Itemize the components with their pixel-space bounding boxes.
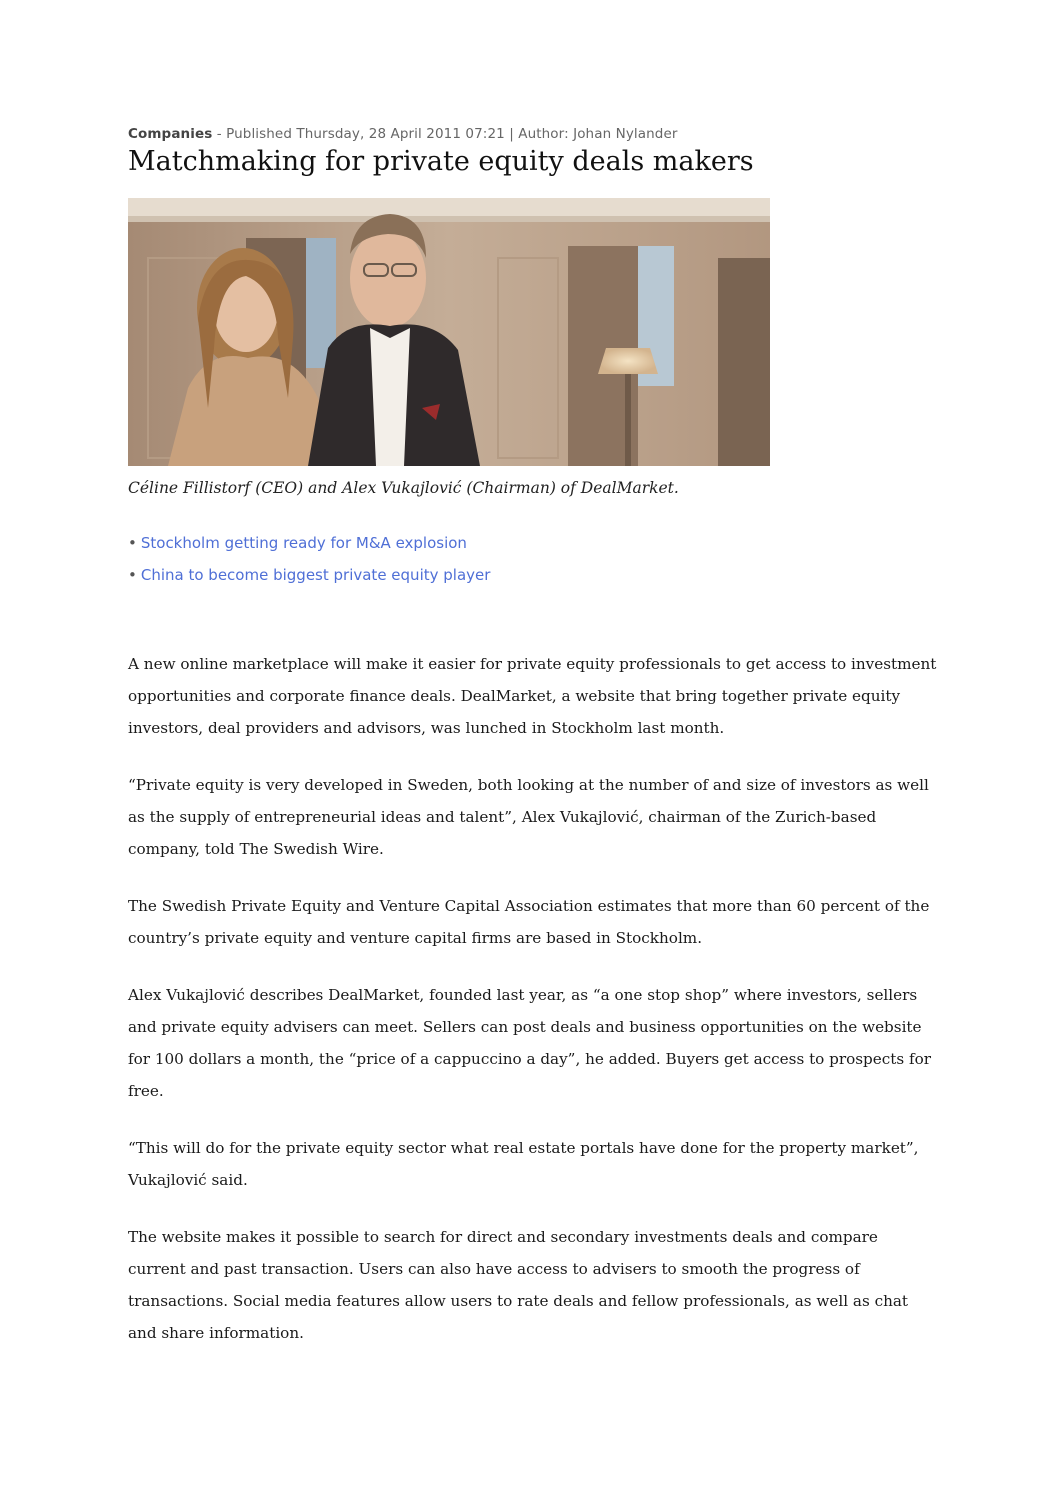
bullet: •: [128, 566, 137, 584]
publish-info: - Published Thursday, 28 April 2011 07:21 | Author: Johan Nylander: [212, 126, 678, 142]
related-link-china[interactable]: China to become biggest private equity player: [140, 566, 491, 584]
paragraph: The Swedish Private Equity and Venture Capital Association estimates that more than 60 percent of the country’s private equity and venture capital firms are based in Stockholm.: [128, 897, 930, 947]
article-meta: [128, 126, 938, 142]
paragraph: A new online marketplace will make it easier for private equity professionals to get access to investment opportunities and corporate finance deals. DealMarket, a website that bring together private equity investors, deal providers and advisors, was lunched in Stockholm last month.: [128, 655, 937, 737]
article-headline: Matchmaking for private equity deals makers: [128, 146, 754, 177]
article-photo: [128, 198, 770, 466]
paragraph: The website makes it possible to search for direct and secondary investments deals and compare current and past transaction. Users can also have access to advisers to smooth the progress of transactions. Social media features allow users to rate deals and fellow professionals, as well as chat and share information.: [128, 1228, 909, 1342]
article-body: [128, 648, 938, 1374]
related-link-stockholm[interactable]: Stockholm getting ready for M&A explosion: [140, 534, 467, 552]
paragraph: “Private equity is very developed in Sweden, both looking at the number of and size of investors as well as the supply of entrepreneurial ideas and talent”, Alex Vukajlović, chairman of the Zurich-based company, told The Swedish Wire.: [128, 776, 929, 858]
list-item: [128, 533, 490, 565]
section-label[interactable]: Companies: [128, 126, 213, 142]
image-caption: Céline Fillistorf (CEO) and Alex Vukajlović (Chairman) of DealMarket.: [128, 479, 679, 497]
list-item: [128, 565, 490, 597]
article: [128, 126, 938, 1342]
related-links: [128, 533, 490, 597]
bullet: •: [128, 534, 137, 552]
paragraph: Alex Vukajlović describes DealMarket, founded last year, as “a one stop shop” where investors, sellers and private equity advisers can meet. Sellers can post deals and business opportunities on the website for 100 dollars a month, the “price of a cappuccino a day”, he added. Buyers get access to prospects for free.: [128, 986, 932, 1100]
paragraph: “This will do for the private equity sector what real estate portals have done for the property market”, Vukajlović said.: [128, 1139, 919, 1189]
